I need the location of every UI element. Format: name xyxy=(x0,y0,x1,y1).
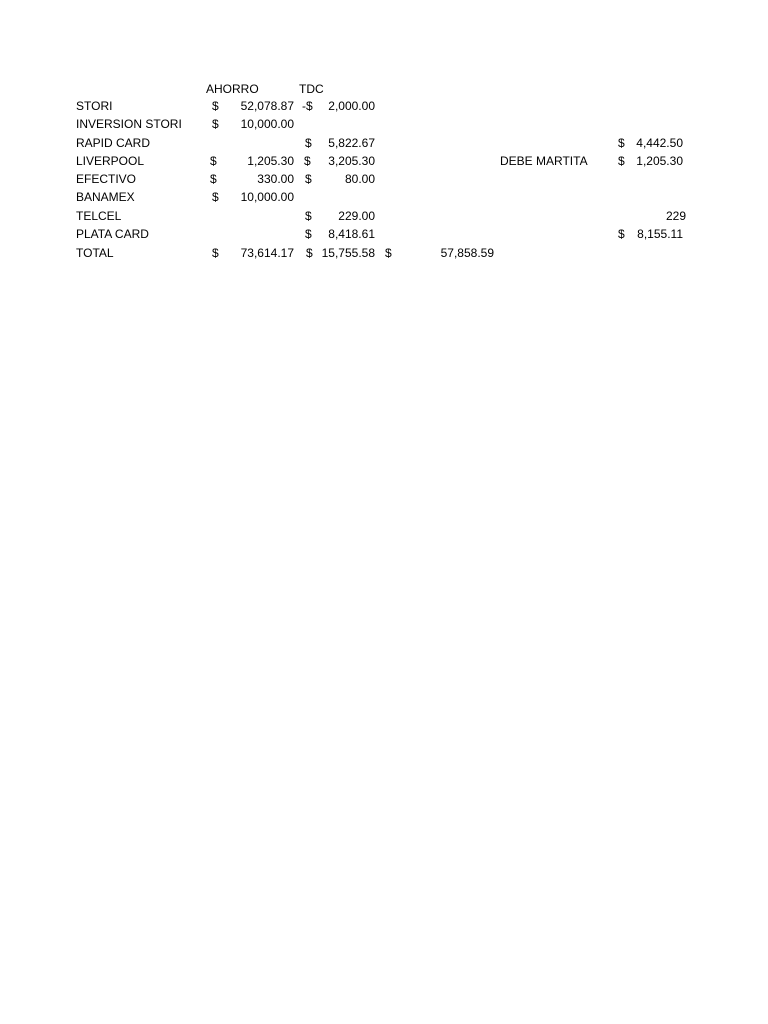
tdc-amount: 8,418.61 xyxy=(328,227,375,241)
side-currency: $ xyxy=(618,136,625,150)
ahorro-amount: 10,000.00 xyxy=(240,117,294,131)
row-label: EFECTIVO xyxy=(76,172,137,186)
tdc-currency: $ xyxy=(305,209,312,223)
total-tdc-amount: 15,755.58 xyxy=(321,246,375,260)
side-currency: $ xyxy=(618,227,625,241)
total-ahorro-currency: $ xyxy=(212,246,219,260)
ahorro-currency: $ xyxy=(210,154,217,168)
tdc-currency: -$ xyxy=(302,99,313,113)
tdc-currency: $ xyxy=(305,136,312,150)
tdc-currency: $ xyxy=(305,227,312,241)
row-label: BANAMEX xyxy=(76,190,135,204)
header-ahorro: AHORRO xyxy=(206,82,259,96)
side-amount-rapid: 4,442.50 xyxy=(636,136,683,150)
ahorro-amount: 52,078.87 xyxy=(240,99,294,113)
side-amount-liverpool: 1,205.30 xyxy=(636,154,683,168)
ahorro-currency: $ xyxy=(210,172,217,186)
total-net-amount: 57,858.59 xyxy=(440,246,494,260)
side-amount-telcel: 229 xyxy=(665,209,686,223)
tdc-amount: 2,000.00 xyxy=(328,99,375,113)
row-label: PLATA CARD xyxy=(76,227,149,241)
total-ahorro-amount: 73,614.17 xyxy=(240,246,294,260)
ahorro-currency: $ xyxy=(212,190,219,204)
tdc-currency: $ xyxy=(304,154,311,168)
row-label: STORI xyxy=(76,99,113,113)
tdc-amount: 3,205.30 xyxy=(328,154,375,168)
row-label: INVERSION STORI xyxy=(76,117,182,131)
ahorro-currency: $ xyxy=(212,117,219,131)
tdc-amount: 5,822.67 xyxy=(328,136,375,150)
side-amount-plata: 8,155.11 xyxy=(637,227,683,241)
ahorro-amount: 10,000.00 xyxy=(240,190,294,204)
total-tdc-currency: $ xyxy=(306,246,313,260)
total-net-currency: $ xyxy=(385,246,392,260)
ahorro-currency: $ xyxy=(212,99,219,113)
debe-martita-label: DEBE MARTITA xyxy=(500,154,588,168)
tdc-amount: 229.00 xyxy=(338,209,375,223)
header-tdc: TDC xyxy=(299,82,324,96)
row-label: TELCEL xyxy=(76,209,122,223)
ahorro-amount: 1,205.30 xyxy=(247,154,294,168)
row-label: LIVERPOOL xyxy=(76,154,145,168)
ahorro-amount: 330.00 xyxy=(257,172,294,186)
tdc-currency: $ xyxy=(305,172,312,186)
row-label: RAPID CARD xyxy=(76,136,151,150)
side-currency: $ xyxy=(618,154,625,168)
tdc-amount: 80.00 xyxy=(344,172,375,186)
total-label: TOTAL xyxy=(76,246,114,260)
